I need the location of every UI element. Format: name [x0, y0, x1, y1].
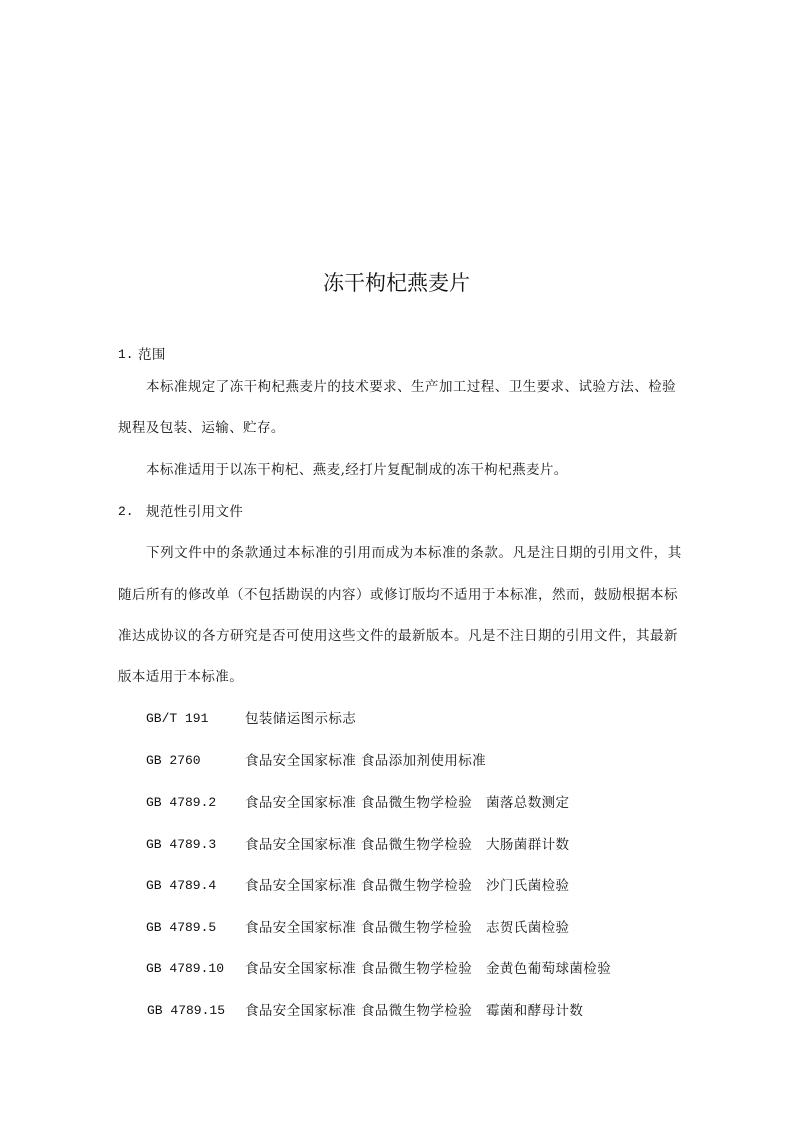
- reference-name: 食品安全国家标准 食品微生物学检验 沙门氏菌检验: [245, 878, 570, 894]
- reference-name: 食品安全国家标准 食品微生物学检验 菌落总数测定: [245, 795, 570, 811]
- reference-code: GB 4789.3: [146, 837, 217, 852]
- paragraph-line: 本标准适用于以冻干枸杞、燕麦,经打片复配制成的冻干枸杞燕麦片。: [146, 462, 568, 478]
- reference-code: GB 4789.2: [146, 795, 217, 810]
- section-2-heading: 规范性引用文件: [146, 504, 244, 520]
- reference-name: 食品安全国家标准 食品微生物学检验 志贺氏菌检验: [245, 920, 570, 936]
- reference-name: 食品安全国家标准 食品添加剂使用标准: [245, 753, 486, 769]
- reference-name: 包装储运图示标志: [245, 711, 357, 727]
- section-2-number: 2.: [118, 504, 134, 519]
- reference-code: GB 4789.15: [147, 1003, 226, 1018]
- paragraph-line: 准达成协议的各方研究是否可使用这些文件的最新版本。凡是不注日期的引用文件，其最新: [118, 628, 678, 644]
- reference-name: 食品安全国家标准 食品微生物学检验 霉菌和酵母计数: [245, 1003, 584, 1019]
- reference-code: GB/T 191: [146, 711, 209, 726]
- section-1-heading: 范围: [138, 347, 166, 363]
- paragraph-line: 本标准规定了冻干枸杞燕麦片的技术要求、生产加工过程、卫生要求、试验方法、检验: [146, 379, 677, 395]
- reference-name: 食品安全国家标准 食品微生物学检验 大肠菌群计数: [245, 837, 570, 853]
- document-title: 冻干枸杞燕麦片: [323, 271, 470, 295]
- reference-code: GB 2760: [146, 753, 201, 768]
- reference-code: GB 4789.5: [146, 920, 217, 935]
- paragraph-line: 随后所有的修改单（不包括勘误的内容）或修订版均不适用于本标准，然而，鼓励根据本标: [118, 587, 678, 603]
- paragraph-line: 版本适用于本标准。: [118, 669, 244, 685]
- paragraph-line: 下列文件中的条款通过本标准的引用而成为本标准的条款。凡是注日期的引用文件，其: [146, 545, 682, 561]
- reference-code: GB 4789.4: [146, 878, 217, 893]
- reference-code: GB 4789.10: [146, 961, 225, 976]
- paragraph-line: 规程及包装、运输、贮存。: [118, 420, 285, 436]
- section-1-number: 1.: [118, 347, 134, 362]
- reference-name: 食品安全国家标准 食品微生物学检验 金黄色葡萄球菌检验: [245, 961, 612, 977]
